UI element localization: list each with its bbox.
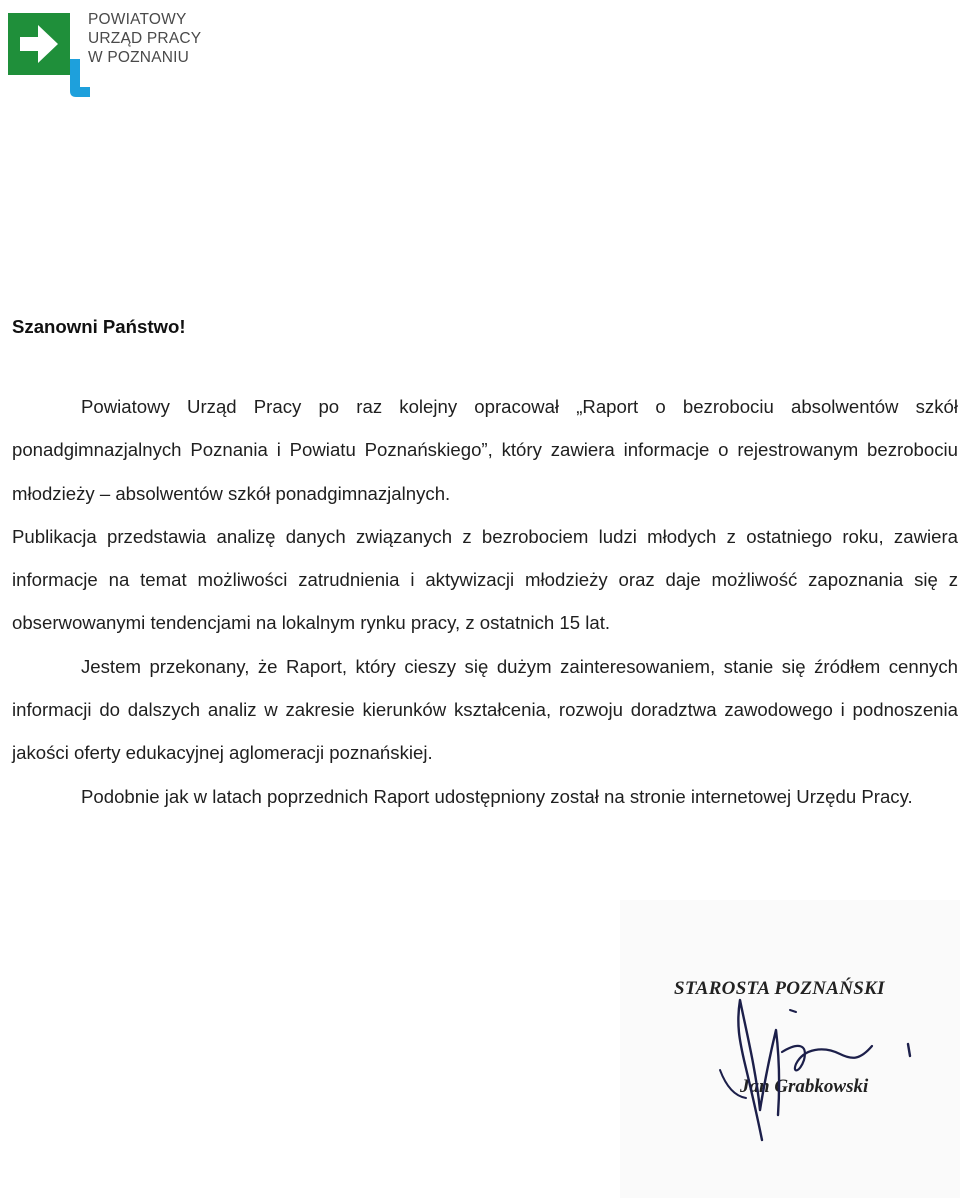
paragraph-1: Powiatowy Urząd Pracy po raz kolejny opracował „Raport o bezrobociu absolwentów szkół ponadgimnazjalnych Poznania i Powiatu Poznańskiego”, który zawiera informacje o rejestrowanym bezrobociu młodzieży – absolwentów szkół ponadgimnazjalnych. [12, 396, 958, 504]
logo-line-2: URZĄD PRACY [88, 30, 202, 47]
arrow-logo-icon [8, 13, 94, 99]
signature-block [620, 900, 960, 1198]
office-logo [8, 10, 228, 100]
signature-title: STAROSTA POZNAŃSKI [674, 978, 885, 999]
logo-line-1: POWIATOWY [88, 11, 187, 28]
paragraph-3: Jestem przekonany, że Raport, który cieszy się dużym zainteresowaniem, stanie się źródłem cennych informacji do dalszych analiz w zakresie kierunków kształcenia, rozwoju doradztwa zawodowego i podnoszenia jakości oferty edukacyjnej aglomeracji poznańskiej. [12, 655, 958, 764]
logo-wordmark [88, 10, 201, 67]
paragraph-4: Podobnie jak w latach poprzednich Raport udostępniony został na stronie internetowej Urzędu Pracy. [81, 785, 913, 807]
salutation: Szanowni Państwo! [12, 316, 186, 337]
signature-name: Jan Grabkowski [740, 1076, 869, 1097]
letter-body [12, 312, 958, 818]
paragraph-2: Publikacja przedstawia analizę danych związanych z bezrobociem ludzi młodych z ostatniego roku, zawiera informacje na temat możliwości zatrudnienia i aktywizacji młodzieży oraz daje możliwość zapoznania się z obserwowanymi tendencjami na lokalnym rynku pracy, z ostatnich 15 lat. [12, 525, 958, 634]
handwritten-signature-icon [700, 990, 920, 1160]
logo-line-3: W POZNANIU [88, 49, 190, 66]
